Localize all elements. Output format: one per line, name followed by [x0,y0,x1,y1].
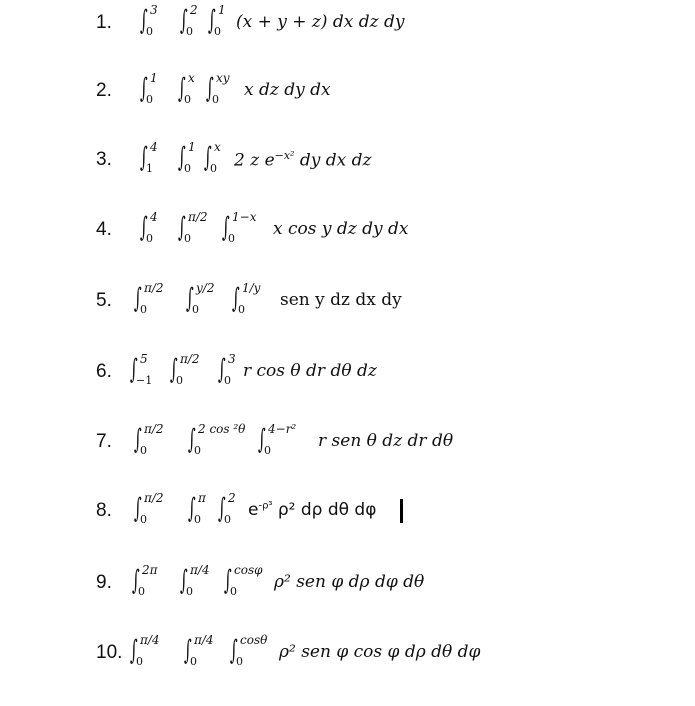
integrand: r sen θ dz dr dθ [318,431,454,451]
problem-4 [0,209,695,253]
integral-sign-icon: ∫ [224,565,232,596]
problem-9 [0,562,695,606]
problem-number: 9. [96,572,112,593]
upper-limit: 1/y [242,281,261,295]
problem-5 [0,280,695,324]
lower-limit: 0 [186,585,193,598]
integral-2 [180,562,220,606]
problem-number: 8. [96,500,112,521]
integral-3 [230,632,270,676]
integral-sign-icon: ∫ [208,5,216,36]
upper-limit: cosθ [240,633,268,647]
upper-limit: 1 [150,71,158,85]
lower-limit: 0 [192,303,199,316]
upper-limit: 2 [190,3,198,17]
lower-limit: 0 [146,232,153,245]
integral-2 [184,632,224,676]
integral-3 [222,209,262,253]
integrand: x dz dy dx [244,80,331,100]
integral-sign-icon: ∫ [140,73,148,104]
upper-limit: π/2 [188,210,208,224]
integral-2 [170,351,210,395]
problem-6 [0,351,695,395]
lower-limit: 0 [194,513,201,526]
integral-sign-icon: ∫ [140,212,148,243]
upper-limit: π/2 [144,491,164,505]
integral-2 [178,209,218,253]
lower-limit: 0 [264,444,271,457]
upper-limit: 3 [228,352,236,366]
integrand: r cos θ dr dθ dz [243,361,377,381]
integral-sign-icon: ∫ [140,142,148,173]
upper-limit: y/2 [196,281,215,295]
lower-limit: 0 [138,585,145,598]
lower-limit: 0 [190,655,197,668]
integral-1 [140,2,180,46]
problem-1 [0,2,695,46]
integral-1 [140,209,180,253]
upper-limit: xy [216,71,230,85]
integral-sign-icon: ∫ [134,493,142,524]
lower-limit: 0 [224,374,231,387]
lower-limit: 0 [238,303,245,316]
integral-3 [258,421,298,465]
integral-sign-icon: ∫ [218,493,226,524]
integral-sign-icon: ∫ [130,635,138,666]
integral-sign-icon: ∫ [186,283,194,314]
upper-limit: 5 [140,352,148,366]
lower-limit: 0 [184,93,191,106]
upper-limit: π [198,491,206,505]
integral-3 [206,70,246,114]
integral-sign-icon: ∫ [134,424,142,455]
lower-limit: 0 [228,232,235,245]
lower-limit: 0 [136,655,143,668]
lower-limit: 0 [140,444,147,457]
lower-limit: 0 [210,162,217,175]
lower-limit: 0 [146,25,153,38]
integral-1 [134,490,174,534]
integral-1 [132,562,172,606]
integral-1 [130,351,170,395]
lower-limit: 0 [176,374,183,387]
differentials: ρ² dρ dθ dφ [272,500,377,520]
upper-limit: π/2 [144,422,164,436]
lower-limit: 1 [146,162,153,175]
lower-limit: 0 [140,513,147,526]
upper-limit: π/2 [180,352,200,366]
lower-limit: 0 [186,25,193,38]
integral-sign-icon: ∫ [230,635,238,666]
integrand: ρ² sen φ cos φ dρ dθ dφ [279,642,481,662]
lower-limit: −1 [136,374,153,387]
exponent: −x² [274,149,295,162]
integral-sign-icon: ∫ [180,565,188,596]
integral-sign-icon: ∫ [170,354,178,385]
integral-sign-icon: ∫ [134,283,142,314]
integrand: ρ² sen φ dρ dφ dθ [274,572,425,592]
problem-10 [0,632,695,676]
integral-1 [130,632,170,676]
integral-sign-icon: ∫ [218,354,226,385]
upper-limit: x [188,71,195,85]
integrand: sen y dz dx dy [280,290,402,310]
integral-sign-icon: ∫ [178,73,186,104]
integral-1 [134,421,174,465]
problem-7 [0,421,695,465]
integral-2 [186,280,226,324]
integral-sign-icon: ∫ [178,212,186,243]
integral-3 [224,562,264,606]
upper-limit: x [214,140,221,154]
problem-number: 1. [96,12,112,33]
upper-limit: 1 [188,140,196,154]
lower-limit: 0 [224,513,231,526]
integral-sign-icon: ∫ [180,5,188,36]
upper-limit: π/4 [190,563,210,577]
upper-limit: 3 [150,3,158,17]
integral-1 [140,70,180,114]
upper-limit: π/4 [194,633,214,647]
lower-limit: 0 [236,655,243,668]
problem-number: 5. [96,290,112,311]
problem-number: 6. [96,361,112,382]
problem-number: 7. [96,431,112,452]
lower-limit: 0 [214,25,221,38]
problem-2 [0,70,695,114]
integral-sign-icon: ∫ [258,424,266,455]
lower-limit: 0 [146,93,153,106]
upper-limit: 1−x [232,210,257,224]
lower-limit: 0 [140,303,147,316]
upper-limit: π/4 [140,633,160,647]
integrand-factor: e [248,500,259,520]
problem-3 [0,139,695,183]
integrand [248,500,376,520]
integral-sign-icon: ∫ [132,565,140,596]
differentials: dy dx dz [294,150,372,171]
exponent: -ρ³ [258,500,273,512]
upper-limit: π/2 [144,281,164,295]
problem-number: 2. [96,80,112,101]
integral-1 [134,280,174,324]
integrand-factor: 2 z e [234,150,275,171]
lower-limit: 0 [184,232,191,245]
problem-8 [0,490,695,534]
integral-sign-icon: ∫ [178,142,186,173]
integral-sign-icon: ∫ [140,5,148,36]
upper-limit: 2π [142,563,158,577]
lower-limit: 0 [212,93,219,106]
integrand: x cos y dz dy dx [273,219,409,239]
upper-limit: cosφ [234,563,263,577]
integral-sign-icon: ∫ [206,73,214,104]
lower-limit: 0 [184,162,191,175]
upper-limit: 2 cos ²θ [198,422,246,436]
problem-number: 10. [96,642,123,663]
integral-sign-icon: ∫ [130,354,138,385]
integrand: (x + y + z) dx dz dy [236,12,405,32]
upper-limit: 4 [150,210,158,224]
integral-sign-icon: ∫ [184,635,192,666]
text-cursor [400,499,403,523]
problem-number: 3. [96,149,112,170]
upper-limit: 4−r² [268,422,297,436]
upper-limit: 4 [150,140,158,154]
integral-1 [140,139,180,183]
integral-sign-icon: ∫ [188,424,196,455]
integral-sign-icon: ∫ [188,493,196,524]
integral-3 [232,280,272,324]
lower-limit: 0 [230,585,237,598]
integrand [234,149,372,171]
upper-limit: 1 [218,3,226,17]
lower-limit: 0 [194,444,201,457]
integral-sign-icon: ∫ [232,283,240,314]
upper-limit: 2 [228,491,236,505]
integral-sign-icon: ∫ [222,212,230,243]
integral-sign-icon: ∫ [204,142,212,173]
problem-number: 4. [96,219,112,240]
integral-2 [188,421,246,465]
